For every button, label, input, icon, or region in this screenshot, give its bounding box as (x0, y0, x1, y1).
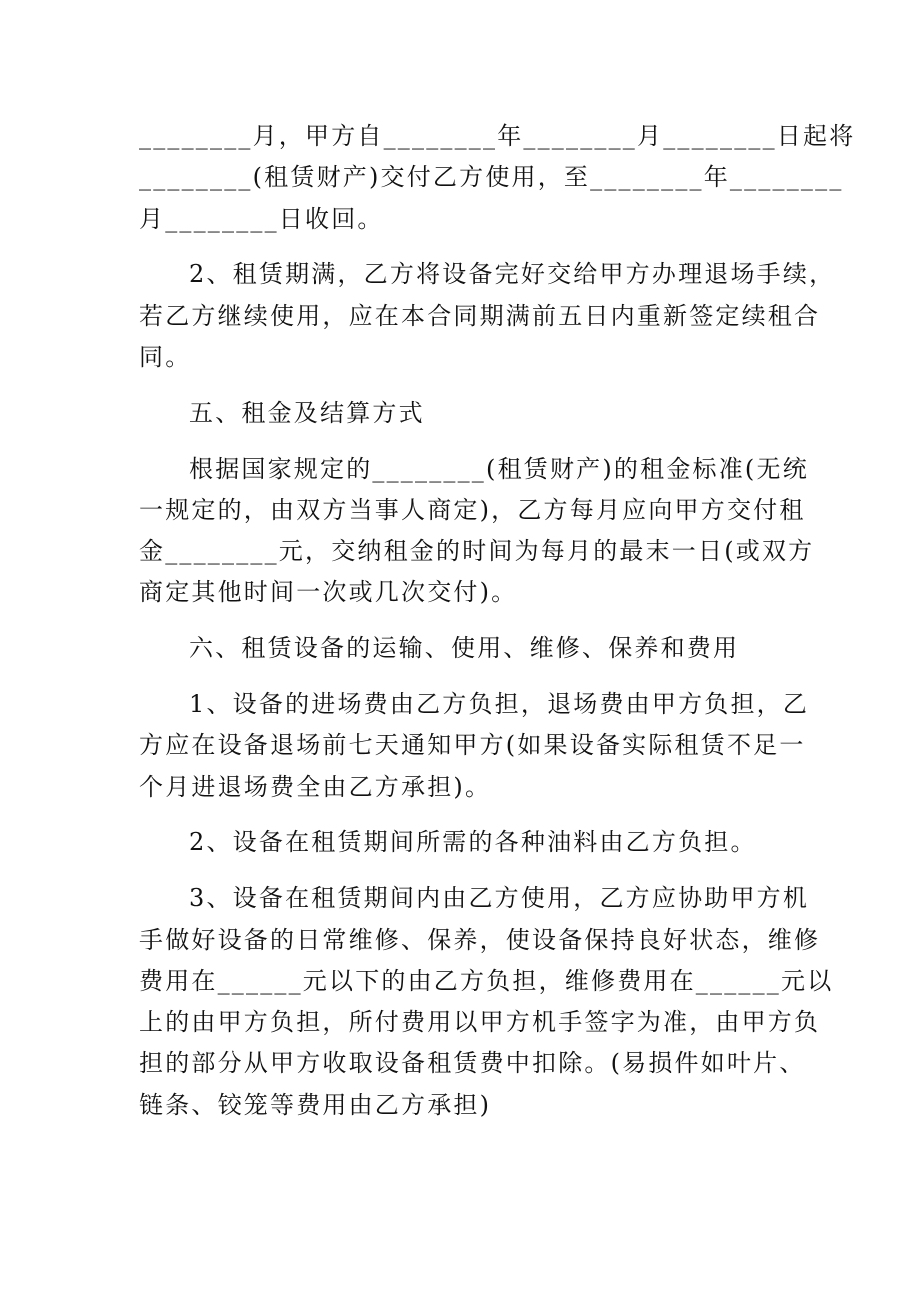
text-line: 同。 (139, 342, 192, 371)
text-line: 2、设备在租赁期间所需的各种油料由乙方负担。 (189, 828, 757, 857)
text-line: 六、租赁设备的运输、使用、维修、保养和费用 (189, 634, 740, 663)
paragraph-lease-expiry (139, 254, 836, 378)
section-heading-rent-settlement (139, 393, 794, 434)
text-line: ________月，甲方自________年________月________日起将 (139, 122, 856, 150)
text-line: 商定其他时间一次或几次交付)。 (139, 578, 518, 607)
text-line: 上的由甲方负担，所付费用以甲方机手签字为准，由甲方负 (139, 1008, 821, 1037)
text-line: 3、设备在租赁期间内由乙方使用，乙方应协助甲方机 (189, 884, 810, 913)
text-line: 月________日收回。 (139, 204, 384, 233)
text-line: 手做好设备的日常维修、保养，使设备保持良好状态，维修 (139, 925, 821, 954)
paragraph-fuel-costs (139, 822, 794, 863)
text-line: 若乙方继续使用，应在本合同期满前五日内重新签定续租合 (139, 301, 821, 330)
paragraph-rent-standard (139, 449, 815, 614)
text-line: 根据国家规定的________(租赁财产)的租金标准(无统 (189, 454, 809, 483)
text-line: 金________元，交纳租金的时间为每月的最末一日(或双方 (139, 537, 815, 566)
text-line: 2、租赁期满，乙方将设备完好交给甲方办理退场手续， (189, 260, 836, 289)
paragraph-maintenance-costs (139, 878, 834, 1126)
document-body (139, 116, 856, 1126)
text-line: 链条、铰笼等费用由乙方承担) (139, 1090, 492, 1119)
text-line: 1、设备的进场费由乙方负担，退场费由甲方负担，乙 (189, 690, 810, 719)
text-line: 个月进退场费全由乙方承担)。 (139, 772, 492, 801)
paragraph-lease-period-continued (139, 116, 856, 240)
text-line: ________(租赁财产)交付乙方使用，至________年________ (139, 163, 844, 192)
text-line: 方应在设备退场前七天通知甲方(如果设备实际租赁不足一 (139, 731, 806, 760)
text-line: 一规定的，由双方当事人商定)，乙方每月应向甲方交付租 (139, 495, 806, 524)
text-line: 五、租金及结算方式 (189, 398, 425, 427)
paragraph-entry-exit-fees (139, 684, 810, 808)
text-line: 费用在______元以下的由乙方负担，维修费用在______元以 (139, 966, 834, 995)
text-line: 担的部分从甲方收取设备租赁费中扣除。(易损件如叶片、 (139, 1049, 806, 1078)
section-heading-transport-maintenance (139, 628, 794, 669)
